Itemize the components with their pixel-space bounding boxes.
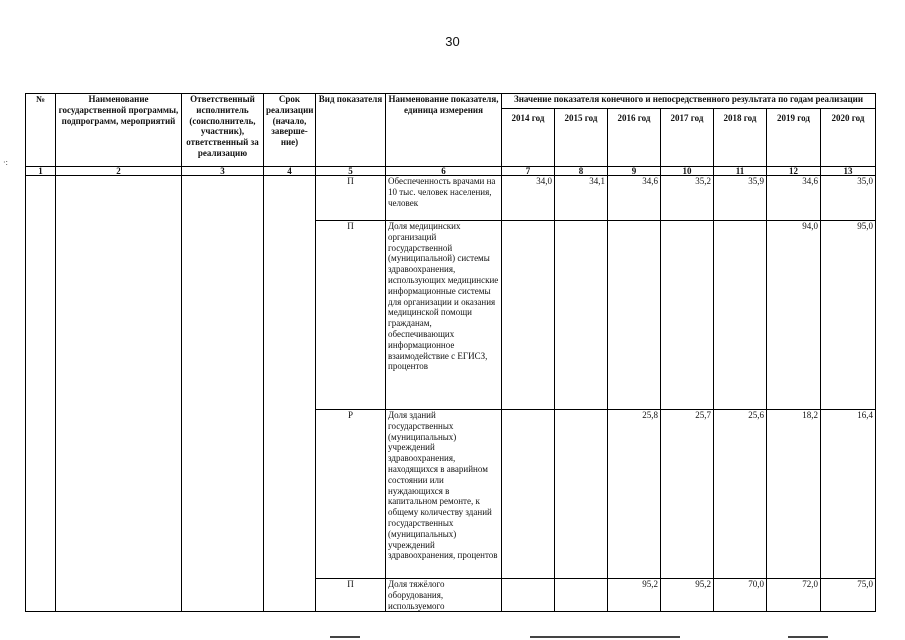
cell-value: 72,0 [767, 579, 821, 612]
header-year: 2019 год [767, 109, 821, 167]
cell-value [608, 221, 661, 410]
column-number: 7 [502, 167, 555, 176]
cell-indicator-name: Обеспеченность врачами на 10 тыс. человек населения, человек [386, 176, 502, 221]
cell-value: 34,6 [767, 176, 821, 221]
cell-no [26, 176, 56, 612]
column-number: 5 [316, 167, 386, 176]
header-indicator-name: Наименование показателя, единица измерения [386, 94, 502, 167]
column-number: 11 [714, 167, 767, 176]
cell-value: 95,2 [661, 579, 714, 612]
scan-edge-line [330, 636, 360, 638]
column-number: 9 [608, 167, 661, 176]
column-number: 13 [821, 167, 876, 176]
cell-value: 75,0 [821, 579, 876, 612]
column-number: 3 [182, 167, 264, 176]
cell-indicator-name: Доля зданий государственных (муниципальных) учреждений здравоохранения, находящихся в аварийном состоянии или нуждающихся в капитальном ремонте, к общему количеству зданий государственных (муниципальных) учреждений здравоохранения, процентов [386, 410, 502, 579]
header-year: 2015 год [555, 109, 608, 167]
header-program-name: Наименование государственной программы, подпрограмм, мероприятий [56, 94, 182, 167]
header-executor: Ответственный исполнитель (соисполнитель, участник), ответственный за реализацию [182, 94, 264, 167]
column-numbers-row [26, 167, 876, 176]
cell-indicator-name: Доля медицинских организаций государственной (муниципальной) системы здравоохранения, использующих медицинские информационные системы для организации и оказания медицинской помощи гражданам, обеспечивающих информационное взаимодействие с ЕГИСЗ, процентов [386, 221, 502, 410]
header-indicator-kind: Вид показателя [316, 94, 386, 167]
page-number: 30 [445, 34, 460, 49]
cell-value [502, 410, 555, 579]
scan-edge-line [530, 636, 680, 638]
header-year: 2014 год [502, 109, 555, 167]
cell-indicator-kind: П [316, 221, 386, 410]
header-year: 2016 год [608, 109, 661, 167]
cell-value [555, 410, 608, 579]
cell-value: 95,2 [608, 579, 661, 612]
cell-value [555, 579, 608, 612]
header-no: № [26, 94, 56, 167]
cell-term [264, 176, 316, 612]
cell-value: 35,9 [714, 176, 767, 221]
cell-value: 25,6 [714, 410, 767, 579]
column-number: 10 [661, 167, 714, 176]
table-row [26, 176, 876, 221]
cell-value [661, 221, 714, 410]
cell-indicator-kind: П [316, 579, 386, 612]
cell-value: 34,1 [555, 176, 608, 221]
cell-value: 34,0 [502, 176, 555, 221]
header-year: 2018 год [714, 109, 767, 167]
header-term: Срок реализации (начало, заверше-ние) [264, 94, 316, 167]
column-number: 8 [555, 167, 608, 176]
scan-edge-line [788, 636, 828, 638]
cell-value: 70,0 [714, 579, 767, 612]
cell-program-name [56, 176, 182, 612]
cell-value [502, 221, 555, 410]
indicators-table [25, 93, 876, 612]
column-number: 2 [56, 167, 182, 176]
header-year: 2020 год [821, 109, 876, 167]
cell-value: 16,4 [821, 410, 876, 579]
column-number: 4 [264, 167, 316, 176]
cell-value: 95,0 [821, 221, 876, 410]
cell-indicator-name: Доля тяжёлого оборудования, используемого [386, 579, 502, 612]
header-row [26, 94, 876, 109]
cell-value: 94,0 [767, 221, 821, 410]
cell-value: 35,2 [661, 176, 714, 221]
cell-value: 18,2 [767, 410, 821, 579]
cell-value [555, 221, 608, 410]
cell-executor [182, 176, 264, 612]
column-number: 12 [767, 167, 821, 176]
cell-indicator-kind: П [316, 176, 386, 221]
header-year: 2017 год [661, 109, 714, 167]
margin-mark: ·: [3, 158, 8, 167]
cell-value [714, 221, 767, 410]
column-number: 1 [26, 167, 56, 176]
header-values-group: Значение показателя конечного и непосредственного результата по годам реализации [502, 94, 876, 109]
cell-value: 35,0 [821, 176, 876, 221]
cell-value: 34,6 [608, 176, 661, 221]
column-number: 6 [386, 167, 502, 176]
cell-value: 25,8 [608, 410, 661, 579]
cell-value [502, 579, 555, 612]
cell-value: 25,7 [661, 410, 714, 579]
cell-indicator-kind: Р [316, 410, 386, 579]
